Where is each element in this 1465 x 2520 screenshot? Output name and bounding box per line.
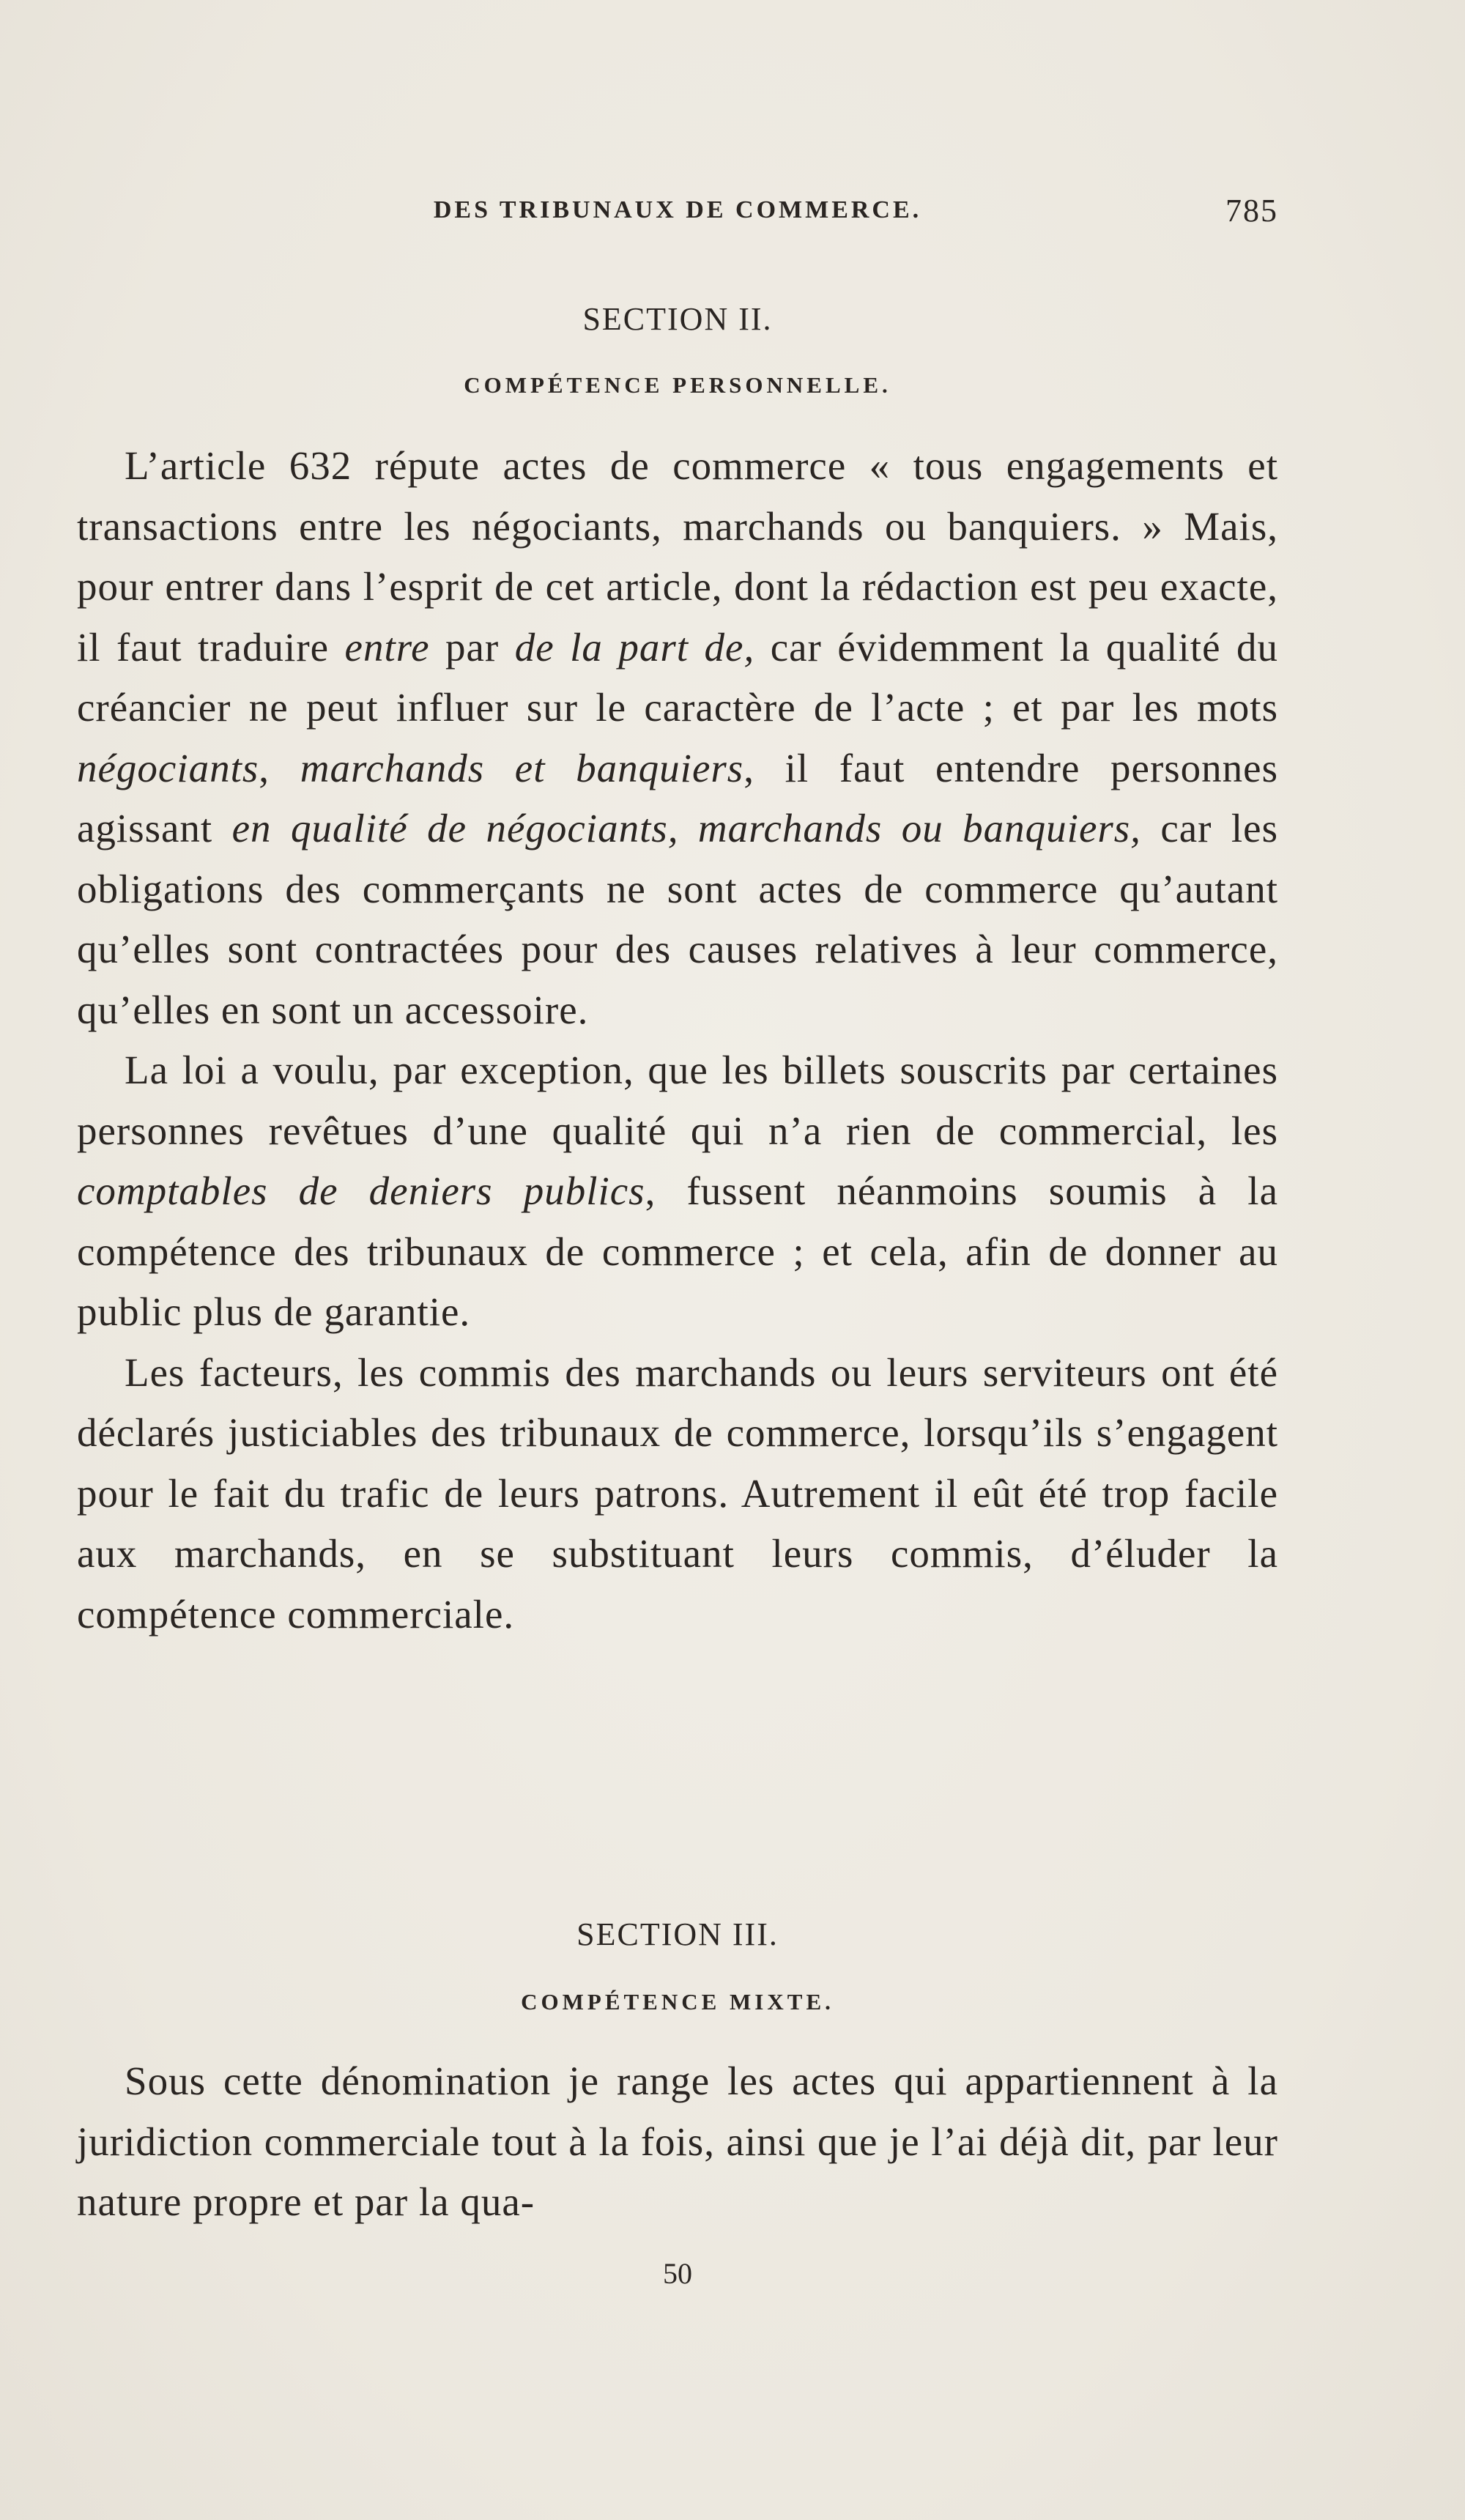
text-run: , fussent néanmoins soumis à la compétence des tribunaux de commerce ; et cela, afin de donner au public plus de garantie.	[77, 1168, 1279, 1334]
section-2-heading: SECTION II.	[582, 301, 773, 337]
text-run: car évidemment la qualité du créancier ne peut influer sur le caractère de l’acte ; et par les mots	[77, 624, 1278, 730]
italic-text: négociants	[77, 745, 259, 790]
page-number: 785	[1225, 193, 1278, 229]
italic-text: de la part de,	[514, 624, 755, 670]
section-3-heading: SECTION III.	[576, 1916, 779, 1952]
paragraph	[77, 2051, 1278, 2233]
paragraph	[77, 436, 1278, 1040]
text-run: , il faut entendre personnes agissant	[77, 745, 1278, 850]
text-run: L’article 632 répute actes de commerce « tous engagements et transactions entre les négociants, marchands ou banquiers. » Mais, pour entrer dans l’esprit de cet article, dont la rédaction est peu exacte, il faut traduire	[77, 443, 1278, 670]
text-run: ,	[259, 745, 300, 790]
section-2-body	[77, 436, 1278, 1645]
signature-mark: 50	[663, 2257, 692, 2290]
section-2-subheading: COMPÉTENCE PERSONNELLE.	[464, 372, 891, 398]
italic-text: en qualité de négociants, marchands ou banquiers,	[231, 806, 1141, 850]
paragraph	[77, 1040, 1278, 1343]
running-title: DES TRIBUNAUX DE COMMERCE.	[433, 196, 922, 223]
section-3-body	[77, 2051, 1278, 2233]
italic-text: marchands et banquiers	[300, 745, 744, 790]
text-run: par	[429, 624, 515, 670]
text-run: Les facteurs, les commis des marchands ou leurs serviteurs ont été déclarés justiciables des tribunaux de commerce, lorsqu’ils s’engagent pour le fait du trafic de leurs patrons. Autrement il eût été trop facile aux marchands, en se substituant leurs commis, d’éluder la compétence commerciale.	[77, 1349, 1278, 1637]
paragraph	[77, 1343, 1278, 1645]
italic-text: comptables de deniers publics	[77, 1168, 645, 1213]
text-run: car les obligations des commerçants ne sont actes de commerce qu’autant qu’elles sont contractées pour des causes relatives à leur commerce, qu’elles en sont un accessoire.	[77, 806, 1278, 1032]
text-run: La loi a voulu, par exception, que les billets souscrits par certaines personnes revêtues d’une qualité qui n’a rien de commercial, les	[77, 1048, 1278, 1153]
text-run: Sous cette dénomination je range les actes qui appartiennent à la juridiction commerciale tout à la fois, ainsi que je l’ai déjà dit, par leur nature propre et par la qua-	[77, 2058, 1278, 2224]
italic-text: entre	[344, 624, 430, 670]
section-3-subheading: COMPÉTENCE MIXTE.	[521, 1989, 834, 2015]
running-head	[77, 192, 1278, 236]
